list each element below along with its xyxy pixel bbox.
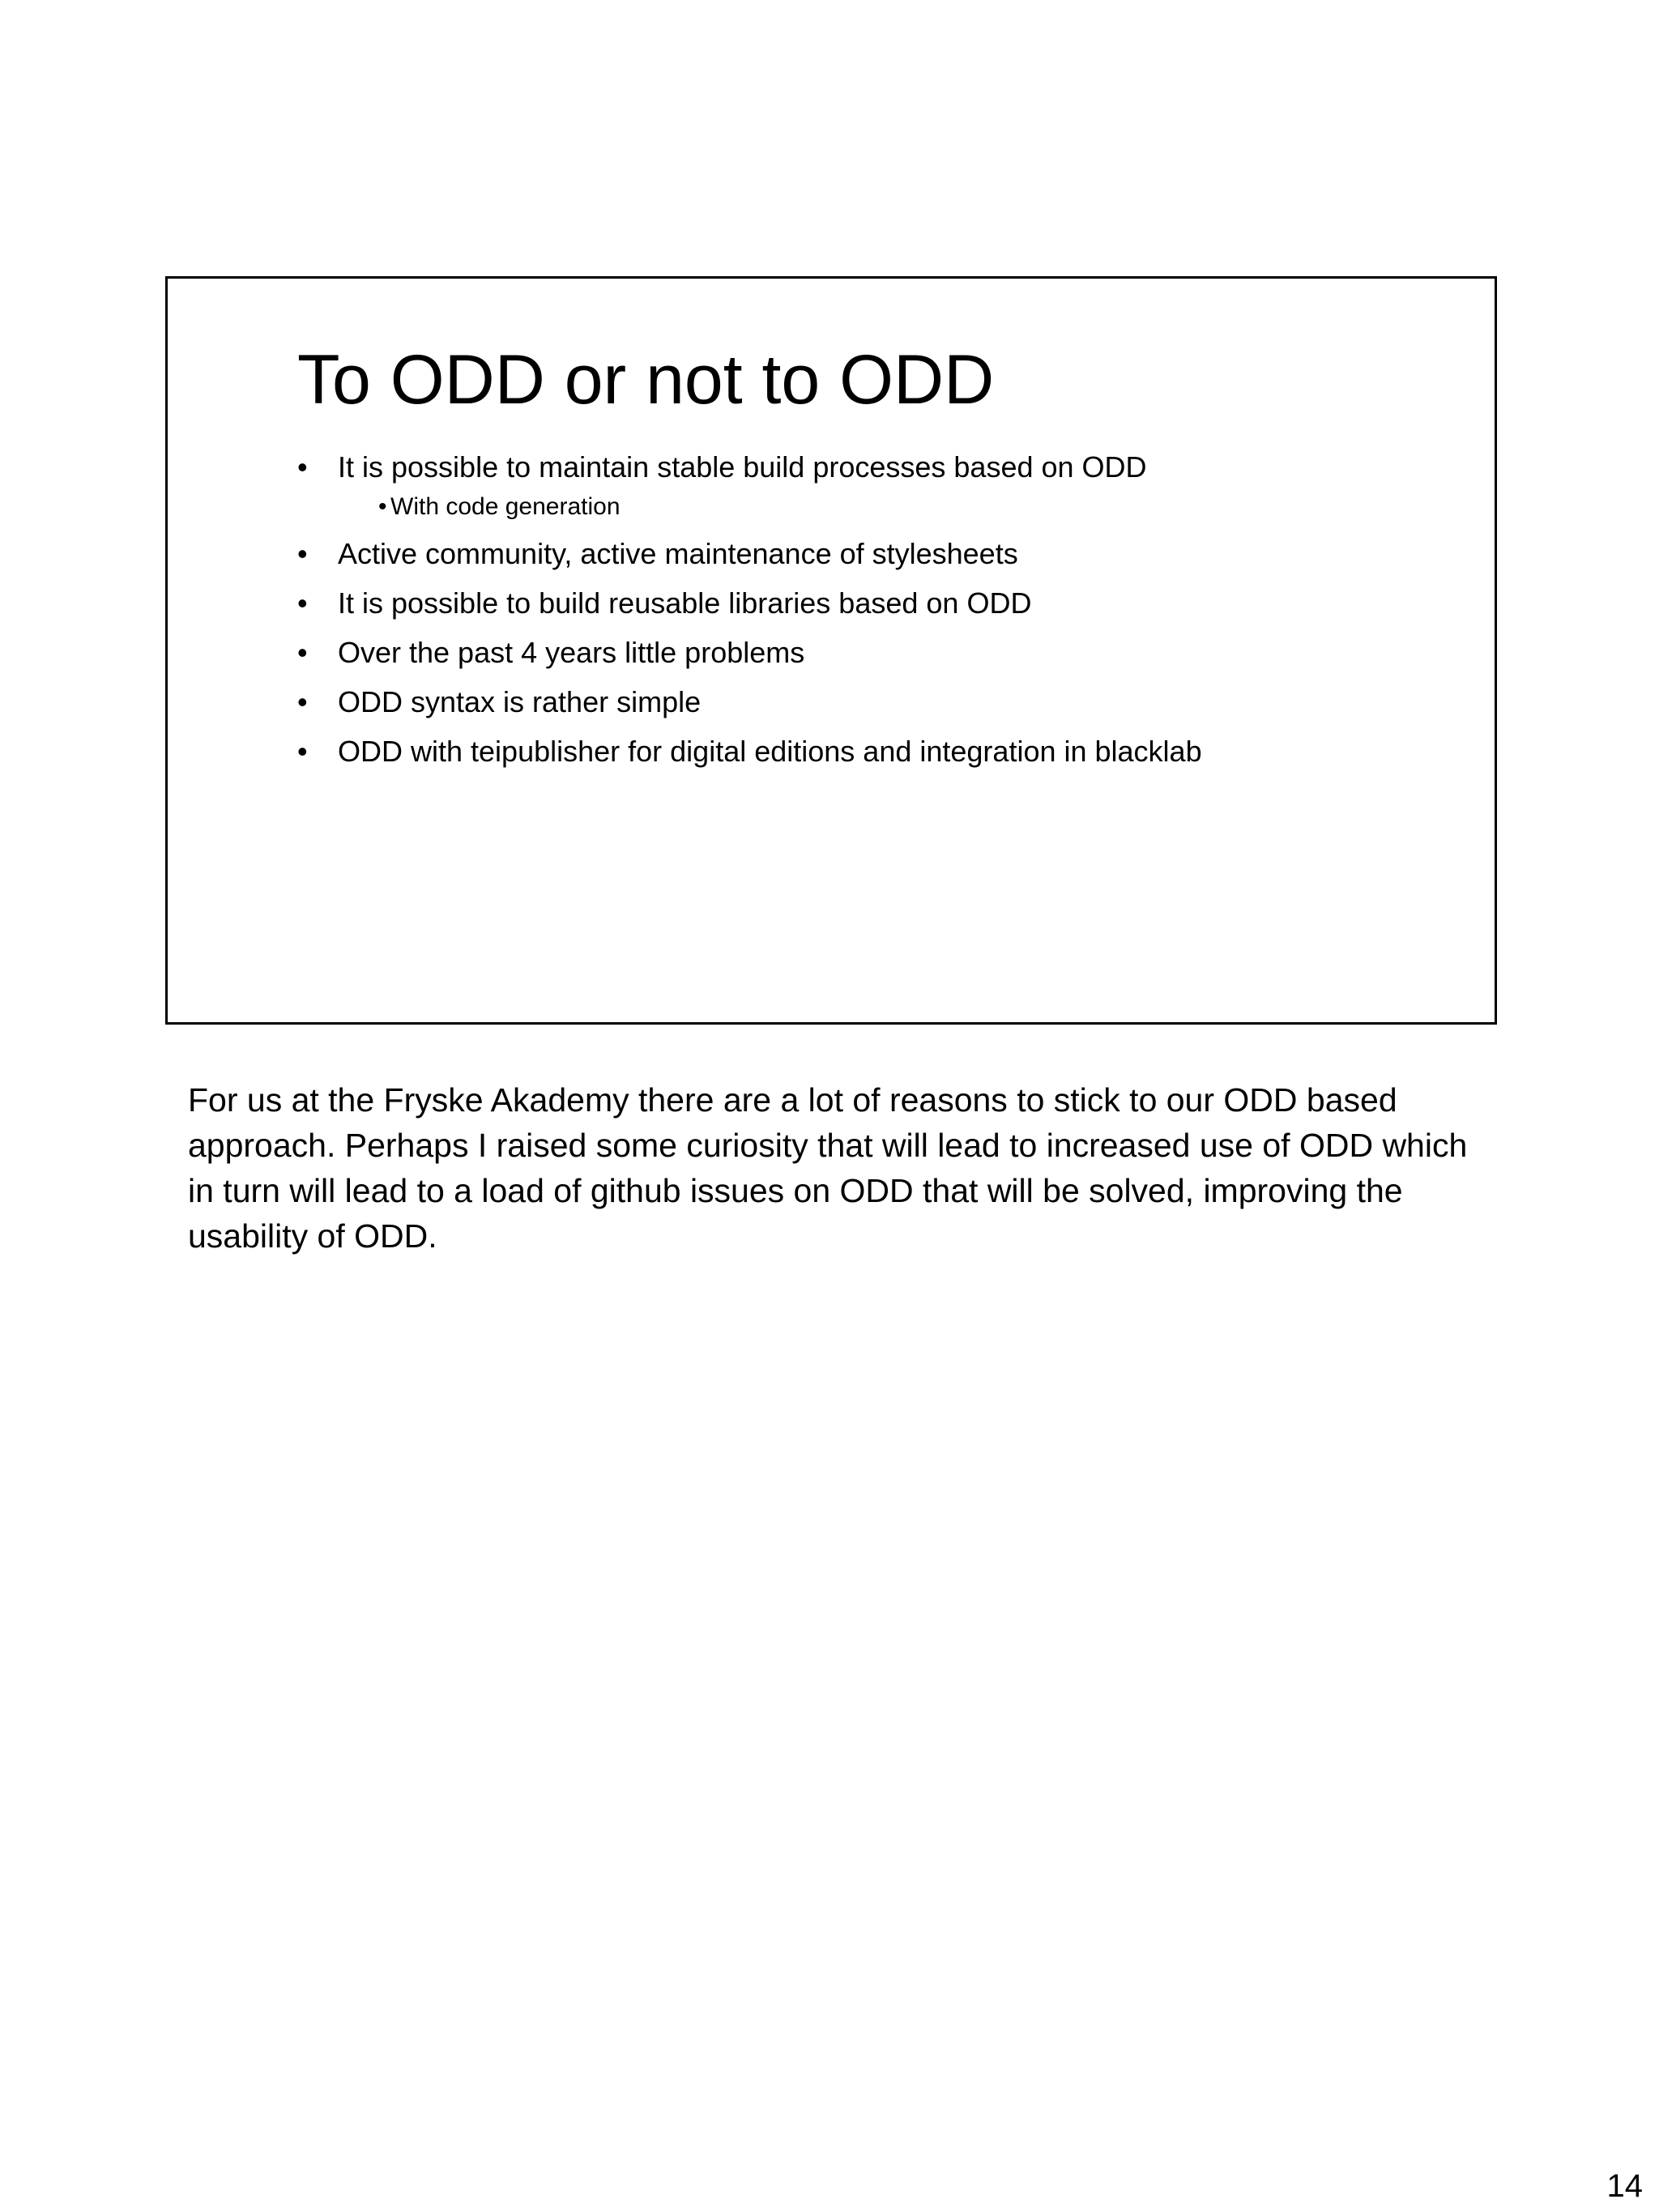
bullet-text: ODD with teipublisher for digital editions and integration in blacklab — [338, 735, 1202, 768]
bullet-item — [297, 585, 1448, 622]
bullet-text: It is possible to maintain stable build processes based on ODD — [338, 450, 1147, 484]
bullet-item — [297, 634, 1448, 671]
page-number: 14 — [1606, 2168, 1643, 2204]
speaker-notes: For us at the Fryske Akademy there are a lot of reasons to stick to our ODD based approach. Perhaps I raised some curiosity that will lead to increased use of ODD which in turn will lead to a load of github issues on ODD that will be solved, improving the usability of ODD. — [188, 1081, 1468, 1255]
bullet-text: Over the past 4 years little problems — [338, 636, 805, 669]
bullet-item — [297, 449, 1448, 486]
bullet-marker: • — [297, 450, 308, 484]
sub-bullet-text: With code generation — [390, 493, 621, 520]
bullet-text: ODD syntax is rather simple — [338, 685, 702, 718]
bullet-marker: • — [297, 537, 308, 570]
slide-title: To ODD or not to ODD — [297, 341, 995, 419]
sub-bullet-item — [297, 493, 1448, 521]
bullet-text: It is possible to build reusable libraries based on ODD — [338, 586, 1032, 620]
bullet-item — [297, 535, 1448, 573]
bullet-marker: • — [297, 586, 308, 620]
bullet-marker: • — [297, 685, 308, 718]
bullet-marker: • — [297, 735, 308, 768]
bullet-item — [297, 684, 1448, 721]
slide-thumbnail — [165, 276, 1497, 1025]
bullet-list — [297, 449, 1448, 782]
bullet-text: Active community, active maintenance of stylesheets — [338, 537, 1018, 570]
bullet-item — [297, 733, 1448, 770]
bullet-marker: • — [297, 636, 308, 669]
sub-bullet-marker: • — [378, 493, 387, 520]
